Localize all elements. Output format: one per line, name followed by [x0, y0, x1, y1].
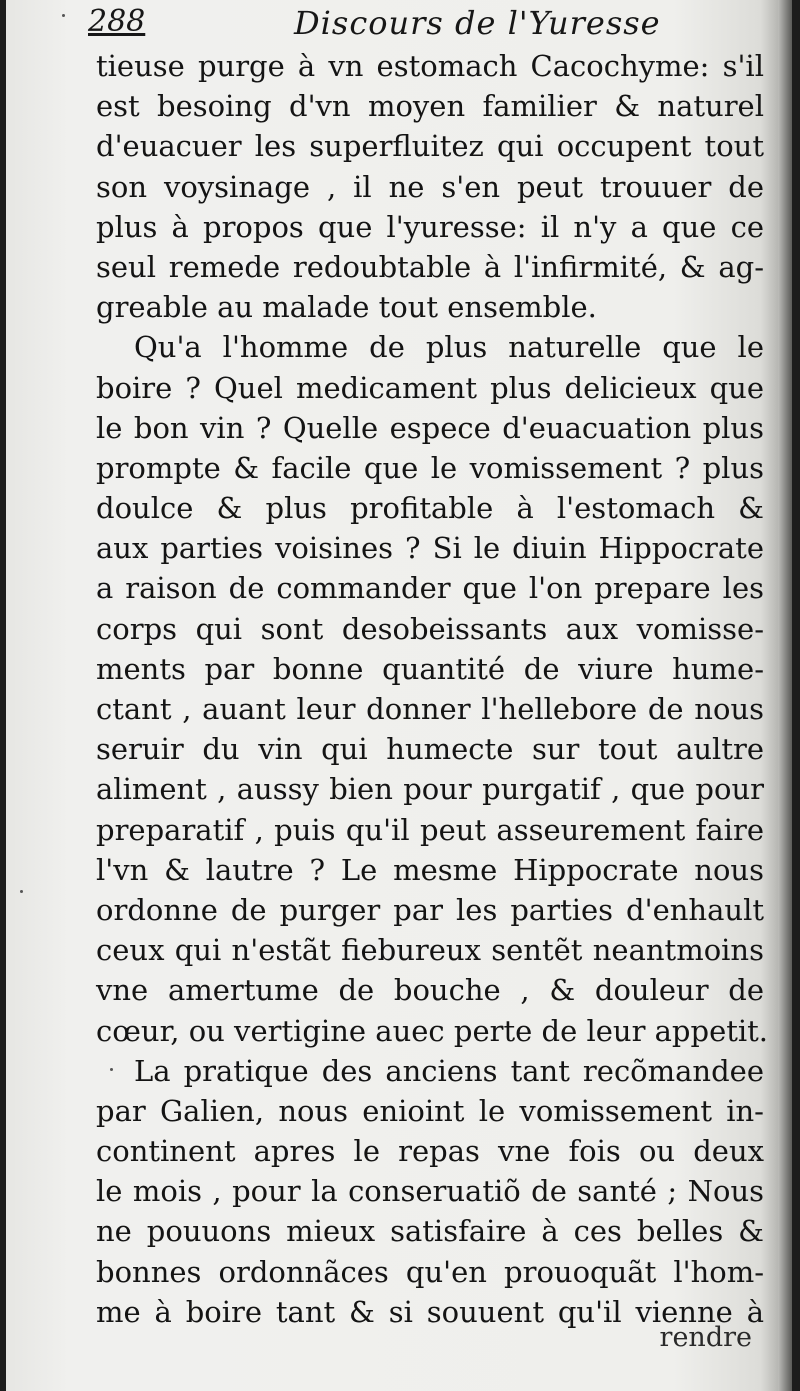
paper-speck	[62, 14, 65, 17]
text-line: seul remede redoubtable à l'infirmité, & ag-	[96, 249, 764, 284]
text-line: continent apres le repas vne fois ou deux	[96, 1134, 764, 1169]
text-line: le bon vin ? Quelle espece d'euacuation plus	[96, 410, 764, 445]
text-line: doulce & plus profitable à l'estomach &	[96, 491, 764, 526]
text-line: boire ? Quel medicament plus delicieux que	[96, 370, 764, 405]
paragraph-start-line: La pratique des anciens tant recõmandee	[134, 1053, 764, 1088]
text-line: seruir du vin qui humecte sur tout aultre	[96, 732, 764, 767]
text-line: a raison de commander que l'on prepare les	[96, 571, 764, 606]
text-line: bonnes ordonnãces qu'en prouoquãt l'hom-	[96, 1254, 764, 1289]
text-line: est besoing d'vn moyen familier & naturel	[96, 89, 764, 124]
text-line: ordonne de purger par les parties d'enhault	[96, 892, 764, 927]
paper-speck	[110, 1068, 113, 1071]
page-header	[62, 4, 762, 44]
text-line: prompte & facile que le vomissement ? plus	[96, 450, 764, 485]
text-line: ctant , auant leur donner l'hellebore de nous	[96, 692, 764, 726]
text-line: le mois , pour la conseruatiõ de santé ; Nous	[96, 1174, 764, 1209]
catchword: rendre	[659, 1322, 752, 1353]
page-gutter-shadow	[778, 0, 792, 1391]
text-line: ne pouuons mieux satisfaire à ces belles &	[96, 1214, 764, 1249]
book-page	[6, 0, 792, 1391]
text-line: plus à propos que l'yuresse: il n'y a que ce	[96, 209, 764, 244]
text-line: son voysinage , il ne s'en peut trouuer de	[96, 169, 764, 204]
text-line: greable au malade tout ensemble.	[96, 290, 597, 325]
text-line: aliment , aussy bien pour purgatif , que pour	[96, 772, 764, 807]
running-title: Discours de l'Yuresse	[294, 4, 661, 42]
paragraph-start-line: Qu'a l'homme de plus naturelle que le	[134, 330, 764, 365]
body-text	[96, 46, 769, 1332]
text-line: d'euacuer les superfluitez qui occupent tout	[96, 129, 764, 164]
page-number: 288	[88, 4, 146, 39]
text-line: preparatif , puis qu'il peut asseurement faire	[96, 812, 764, 847]
text-line: vne amertume de bouche , & douleur de	[96, 973, 764, 1008]
paper-speck	[20, 890, 23, 893]
text-line: corps qui sont desobeissants aux vomisse-	[96, 611, 764, 646]
text-line: cœur, ou vertigine auec perte de leur appetit.	[96, 1013, 769, 1048]
text-line: l'vn & lautre ? Le mesme Hippocrate nous	[96, 852, 764, 887]
text-line: par Galien, nous enioint le vomissement in-	[96, 1093, 764, 1128]
text-line: ments par bonne quantité de viure hume-	[96, 651, 764, 686]
text-line: aux parties voisines ? Si le diuin Hippocrate	[96, 531, 764, 566]
text-line: me à boire tant & si souuent qu'il vienne à	[96, 1294, 764, 1329]
text-line: tieuse purge à vn estomach Cacochyme: s'il	[96, 49, 764, 83]
text-line: ceux qui n'estãt fiebureux sentẽt neantmoins	[96, 933, 764, 968]
